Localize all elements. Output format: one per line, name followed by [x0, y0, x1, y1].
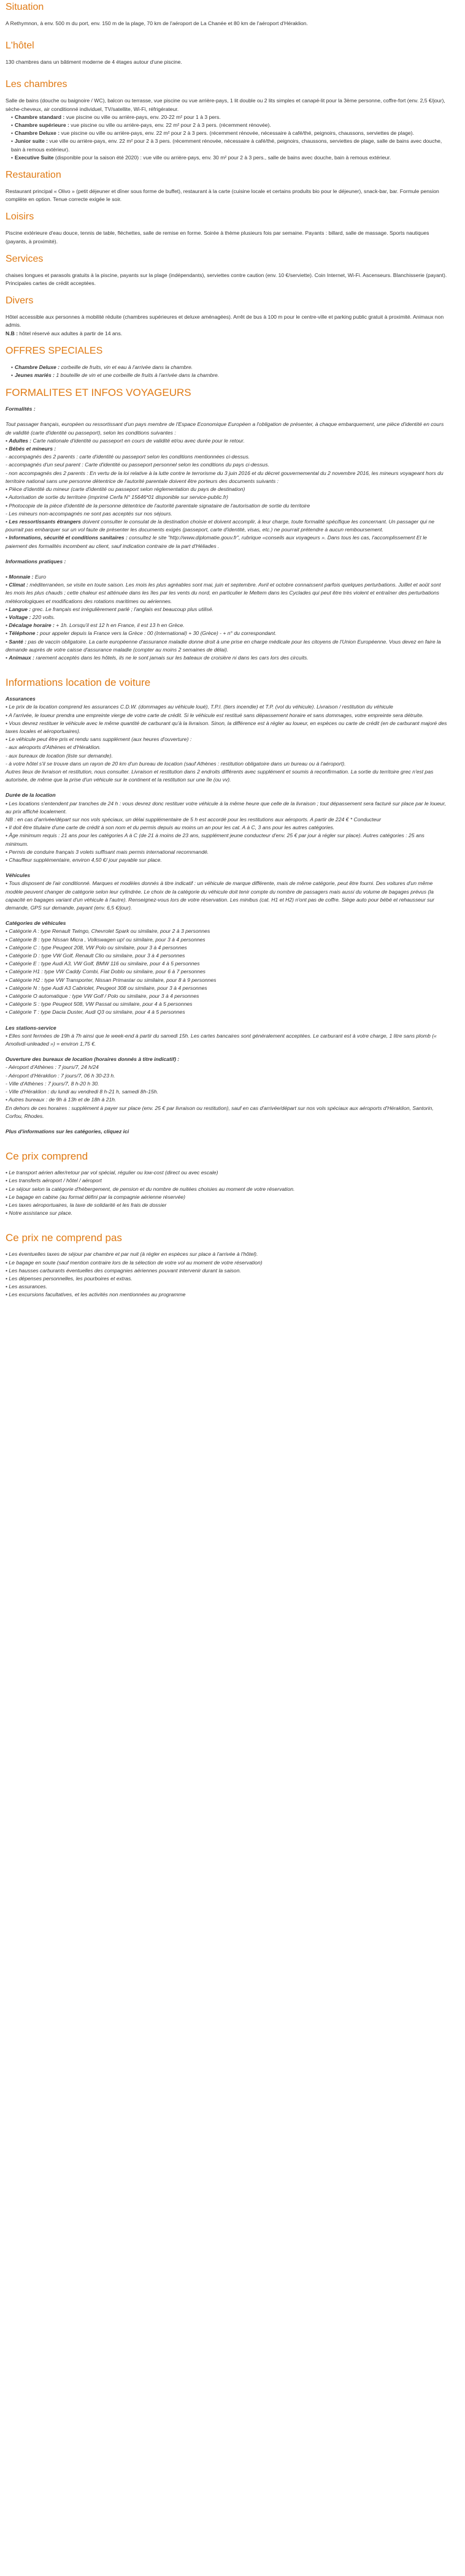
- section-services: [6, 253, 448, 287]
- section-title-formalites: FORMALITES ET INFOS VOYAGEURS: [6, 387, 191, 399]
- prix-non-comprend-item: • Les excursions facultatives, et les activités non mentionnées au programme: [6, 1291, 186, 1298]
- pratiques-label: Climat :: [9, 582, 28, 588]
- room-type-item: [11, 154, 448, 162]
- room-type-desc: (disponible pour la saison été 2020) : vue ville ou arrière-pays, env. 30 m² pour 2 à 3 pers., salle de bains avec douche, bain à remous extérieur.: [53, 154, 391, 161]
- duree-title: Durée de la location: [6, 792, 56, 799]
- section-formalites: [6, 387, 448, 662]
- pratiques-text: rarement acceptés dans les hôtels, ils ne le sont jamais sur les bateaux de croisière ni dans les cars lors des circuits.: [34, 654, 309, 661]
- formalites-bebes-line: - non accompagnés des 2 parents : En vertu de la loi relative à la lutte contre le terrorisme du 3 juin 2016 et du décret gouvernemental du 2 novembre 2016, les mineurs voyageant hors du territoire national sans une personne détentrice de l'autorité parentale doivent être porteurs des documents suivants :: [6, 469, 444, 484]
- hors-horaires-text: En dehors de ces horaires : supplément à payer sur place (env. 25 € par livraison ou restitution), sauf en cas d'arrivée/départ sur nos vols spéciaux aux aéroports d'Héraklion, Santorin, Corfou, Rhodes.: [6, 1104, 434, 1119]
- category-line: • Catégorie S : type Peugeot 508, VW Passat ou similaire, pour 4 à 5 personnes: [6, 1001, 193, 1008]
- formalites-bebes-label: Bébés et mineurs :: [9, 446, 56, 452]
- pratiques-list: [6, 573, 448, 662]
- room-type-desc: vue piscine ou ville ou arrière-pays, env. 22 m² pour 2 à 3 pers. (récemment rénovée).: [69, 122, 271, 129]
- section-divers: [6, 295, 448, 338]
- prix-comprend-item: • Notre assistance sur place.: [6, 1210, 73, 1217]
- assurances-line: - à votre hôtel s'il se trouve dans un rayon de 20 km d'un bureau de location (sauf Athènes : restitution obligatoire dans un bureau ou à l'aéroport).: [6, 760, 346, 767]
- loisirs-text: Piscine extérieure d'eau douce, tennis de table, fléchettes, salle de remise en forme. Soirée à thème plusieurs fois par semaine. Payants : billard, salle de massage. Sports nautiques (payants, à proximité).: [6, 230, 429, 245]
- offer-item: [11, 371, 448, 379]
- stations-text: • Elles sont fermées de 19h à 7h ainsi que le week-end à partir du samedi 15h. Les cartes bancaires sont généralement acceptées. Le carburant est à votre charge, 1 litre sans plomb (« Amolivdi-unleaded ») = environ 1,75 €.: [6, 1032, 437, 1047]
- section-title-loisirs: Loisirs: [6, 211, 34, 222]
- pratiques-text: pour appeler depuis la France vers la Grèce : 00 (International) + 30 (Grèce) - + n° du correspondant.: [38, 630, 277, 637]
- divers-note-text: hôtel réservé aux adultes à partir de 14 ans.: [18, 330, 123, 336]
- chambres-intro: Salle de bains (douche ou baignoire / WC), balcon ou terrasse, vue piscine ou vue arrière-pays, 1 lit double ou 2 lits simples et canapé-lit pour la 3ème personne, coffre-fort (env. 2,5 €/jour), sèche-cheveux, air conditionné individuel, TV/satellite, Wi-Fi, réfrigérateur.: [6, 97, 445, 112]
- section-title-divers: Divers: [6, 295, 34, 306]
- services-text: chaises longues et parasols gratuits à la piscine, payants sur la plage (indépendants), serviettes contre caution (env. 10 €/serviette). Coin Internet, Wi-Fi. Ascenseurs. Blanchisserie (payant). Principales cartes de crédit acceptées.: [6, 272, 447, 287]
- assurances-line: • Le prix de la location comprend les assurances C.D.W. (dommages au véhicule loué), T.P.I. (tiers incendie) et T.P. (vol du véhicule). Livraison / restitution du véhicule: [6, 704, 393, 710]
- room-type-label: Chambre supérieure :: [15, 122, 69, 129]
- vehicules-title: Véhicules: [6, 872, 31, 879]
- formalites-bebes: • Bébés et mineurs :: [6, 446, 56, 452]
- prix-comprend-item: • Le transport aérien aller/retour par vol spécial, régulier ou low-cost (direct ou avec escale): [6, 1169, 218, 1176]
- section-prix-non-comprend: [6, 1232, 448, 1299]
- room-type-label: Chambre Deluxe :: [15, 130, 60, 137]
- pratiques-label: Langue :: [9, 606, 31, 612]
- pratiques-item: • Voltage : 220 volts.: [6, 614, 55, 620]
- duree-line: NB : en cas d'arrivée/départ sur nos vols spéciaux, un délai supplémentaire de 5 h est accordé pour les restitutions aux aéroports. A partir de 224 € * Conducteur: [6, 816, 381, 823]
- pratiques-title: Informations pratiques :: [6, 558, 66, 564]
- section-title-restauration: Restauration: [6, 170, 61, 181]
- category-line: • Catégorie H1 : type VW Caddy Combi, Fiat Doblo ou similaire, pour 6 à 7 personnes: [6, 968, 206, 975]
- duree-line: • Chauffeur supplémentaire, environ 4,50 €/ jour payable sur place.: [6, 857, 162, 864]
- prix-non-comprend-list: [6, 1250, 448, 1299]
- pratiques-item: • Téléphone : pour appeler depuis la France vers la Grèce : 00 (International) + 30 (Grèce) - + n° du correspondant.: [6, 630, 277, 637]
- divers-note-label: N.B :: [6, 330, 18, 336]
- pratiques-item: • Climat : méditerranéen, se visite en toute saison. Les mois les plus agréables sont mai, juin et septembre. Avril et octobre connaissent parfois quelques perturbations. Juillet et août sont les mois les plus chauds ; cette chaleur est atténuée dans les îles par les vents du nord, en particulier le Meltem dans les Cyclades qui peut être très violent et entraîner des perturbations météorologiques et modifications des rotations maritimes ou aériennes.: [6, 582, 441, 604]
- assurances-line: • A l'arrivée, le loueur prendra une empreinte vierge de votre carte de crédit. Si le véhicule est restitué sans dépassement horaire et sans dommages, votre empreinte sera détruite.: [6, 712, 424, 718]
- ouverture-line: - Aéroport d'Athènes : 7 jours/7, 24 h/24: [6, 1064, 99, 1071]
- pratiques-item: • Décalage horaire : + 1h. Lorsqu'il est 12 h en France, il est 13 h en Grèce.: [6, 622, 185, 629]
- formalites-adultes-text: Carte nationale d'identité ou passeport en cours de validité et/ou avec durée pour le retour.: [31, 437, 245, 444]
- section-title-chambres: Les chambres: [6, 79, 67, 90]
- hotel-text: 130 chambres dans un bâtiment moderne de 4 étages autour d'une piscine.: [6, 59, 182, 66]
- formalites-ressortissants-text: doivent consulter le consulat de la destination choisie et doivent accomplir, à leur charge, toute formalité spécifique les concernant. Un passager qui ne pourrait pas embarquer sur un vol faute de présenter les documents exigés (passeport, carte d'identité, visas, etc.) ne pourrait prétendre à aucun remboursement.: [6, 518, 435, 533]
- formalites-infos-text: consultez le site "http://www.diplomatie.gouv.fr", rubrique «conseils aux voyageurs ». Dans tous les cas, l'accomplissement Et le paiement des formalités incombent au client, sauf indication contraire de la part d'Héliades .: [6, 534, 427, 549]
- ouverture-line: • Autres bureaux : de 9h à 13h et de 18h à 21h.: [6, 1096, 117, 1103]
- formalites-adultes: • Adultes : Carte nationale d'identité ou passeport en cours de validité et/ou avec durée pour le retour.: [6, 437, 245, 444]
- section-title-services: Services: [6, 253, 44, 264]
- pratiques-label: Voltage :: [9, 614, 31, 620]
- room-type-list: [6, 113, 448, 162]
- pratiques-label: Monnaie :: [9, 573, 34, 580]
- room-type-label: Junior suite :: [15, 138, 48, 145]
- ouverture-line: - Aéroport d'Héraklion : 7 jours/7, 06 h 30-23 h.: [6, 1072, 115, 1079]
- room-type-desc: vue piscine ou ville ou arrière-pays, env. 20-22 m² pour 1 à 3 pers.: [64, 113, 221, 120]
- prix-non-comprend-item: • Les hausses carburants éventuelles des compagnies aériennes pouvant intervenir durant la saison.: [6, 1267, 241, 1274]
- category-line: • Catégorie A : type Renault Twingo, Chevrolet Spark ou similaire, pour 2 à 3 personnes: [6, 928, 210, 935]
- prix-non-comprend-item: • Les éventuelles taxes de séjour par chambre et par nuit (à régler en espèces sur place à l'arrivée à l'hôtel).: [6, 1251, 258, 1258]
- section-chambres: [6, 78, 448, 162]
- pratiques-item: • Santé : pas de vaccin obligatoire. La carte européenne d'assurance maladie donne droit à une prise en charge médicale pour les citoyens de l'Union Européenne. Vous devez en faire la demande auprès de votre caisse d'assurance maladie (compter au moins 2 semaines de délai).: [6, 638, 441, 653]
- category-line: • Catégorie E : type Audi A3, VW Golf, BMW 116 ou similaire, pour 4 à 5 personnes: [6, 960, 200, 967]
- pratiques-text: + 1h. Lorsqu'il est 12 h en France, il est 13 h en Grèce.: [54, 622, 185, 629]
- offer-label: Chambre Deluxe :: [15, 363, 60, 370]
- pratiques-label: Santé :: [9, 638, 27, 645]
- room-type-label: Chambre standard :: [15, 113, 65, 120]
- assurances-title: Assurances: [6, 696, 36, 702]
- divers-note: [6, 330, 448, 338]
- pratiques-text: Euro: [33, 573, 47, 580]
- category-line: • Catégorie H2 : type VW Transporter, Nissan Primastar ou similaire, pour 8 à 9 personnes: [6, 976, 217, 983]
- section-title-prix-comprend: Ce prix comprend: [6, 1150, 88, 1163]
- assurances-line: • Le véhicule peut être pris et rendu sans supplément (aux heures d'ouverture) :: [6, 736, 192, 743]
- formalites-adultes-label: Adultes :: [9, 437, 32, 444]
- pratiques-item: • Monnaie : Euro: [6, 573, 47, 580]
- formalites-infos-label: Informations, sécurité et conditions sanitaires :: [9, 534, 128, 541]
- assurances-line: • Vous devrez restituer le véhicule avec le même quantité de carburant qu'à la livraison. Sinon, la différence est à régler au loueur, en espèces ou carte de crédit (en de carburant majoré des taxes locales et aéroportuaires).: [6, 720, 447, 734]
- section-loisirs: [6, 211, 448, 245]
- category-line: • Catégorie B : type Nissan Micra , Volkswagen up! ou similaire, pour 3 à 4 personnes: [6, 936, 206, 943]
- duree-line: • Les locations s'entendent par tranches de 24 h : vous devrez donc restituer votre véhicule à la même heure que celle de la livraison ; tout dépassement sera facturé sur place par le loueur, au prix affiché localement.: [6, 800, 446, 815]
- section-title-situation: Situation: [6, 2, 44, 12]
- prix-comprend-item: • Les transferts aéroport / hôtel / aéroport: [6, 1177, 102, 1184]
- formalites-bebes-line: - Les mineurs non-accompagnés ne sont pas acceptés sur nos séjours.: [6, 510, 172, 517]
- offer-label: Jeunes mariés :: [15, 372, 55, 379]
- category-line: • Catégorie T : type Dacia Duster, Audi Q3 ou similaire, pour 4 à 5 personnes: [6, 1009, 185, 1016]
- room-type-item: [11, 129, 448, 137]
- prix-non-comprend-item: • Les dépenses personnelles, les pourboires et extras.: [6, 1275, 133, 1282]
- section-title-hotel: L'hôtel: [6, 40, 34, 51]
- divers-text: Hôtel accessible aux personnes à mobilité réduite (chambres supérieures et deluxe aménagées). Arrêt de bus à 100 m pour le centre-ville et parking public gratuit à proximité. Animaux non admis.: [6, 314, 444, 329]
- section-title-offres: OFFRES SPECIALES: [6, 345, 103, 356]
- room-type-item: [11, 113, 448, 121]
- formalites-bebes-line: • Photocopie de la pièce d'identité de la personne détentrice de l'autorité parentale signataire de l'autorisation de sortie du territoire: [6, 502, 310, 509]
- formalites-bebes-line: • Autorisation de sortie du territoire (imprimé Cerfa N° 15646*01 disponible sur service-public.fr): [6, 494, 228, 501]
- category-line: • Catégorie O automatique : type VW Golf / Polo ou similaire, pour 3 à 4 personnes: [6, 993, 199, 1000]
- duree-line: • Permis de conduire français 3 volets suffisant mais permis international recommandé.: [6, 848, 209, 855]
- section-title-location: Informations location de voiture: [6, 677, 151, 689]
- prix-comprend-item: • Le séjour selon la catégorie d'hébergement, de pension et du nombre de nuitées choisies au moment de votre réservation.: [6, 1185, 295, 1192]
- prix-comprend-item: • Le bagage en cabine (au format défini par la compagnie aérienne réservée): [6, 1193, 185, 1200]
- ouverture-title: Ouverture des bureaux de location (horaires donnés à titre indicatif) :: [6, 1056, 180, 1063]
- restauration-text: Restaurant principal « Olivo » (petit déjeuner et dîner sous forme de buffet), restaurant à la carte (cuisine locale et certains produits bio pour le déjeuner), snack-bar, bar. Formule pension complète en option. Tenue correcte exigée le soir.: [6, 188, 439, 203]
- room-type-desc: vue piscine ou ville ou arrière-pays, env. 22 m² pour 2 à 3 pers. (récemment rénovée, nécessaire à café/thé, peignoirs, chaussons, serviettes de plage).: [60, 130, 414, 137]
- vehicules-text: • Tous disposent de l'air conditionné. Marques et modèles donnés à titre indicatif : un véhicule de marque différente, mais de même catégorie, peut être fourni. Des voitures d'un même modèle peuvent changer de catégorie selon leur cylindrée. Le choix de la catégorie du véhicule doit tenir compte du nombre de passagers mais aussi du volume de bagages prévus (la capacité en bagages variant d'un véhicule à l'autre). Renseignez-vous lors de votre réservation. Les minibus (cat. H1 et H2) n'ont pas de coffre. Siège auto pour bébé et rehausseur sur demande, GPS sur demande, payant (env. 6,5 €/jour).: [6, 880, 435, 911]
- room-type-desc: vue ville ou arrière-pays, env. 22 m² pour 2 à 3 pers. (récemment rénovée, nécessaire à café/thé, peignoirs, chaussons, serviettes de plage, salle de bains avec douche, bain à remous extérieur).: [11, 138, 442, 153]
- prix-non-comprend-item: • Les assurances.: [6, 1283, 47, 1290]
- location-body: [6, 695, 448, 1136]
- offer-desc: 1 bouteille de vin et une corbeille de fruits à l'arrivée dans la chambre.: [54, 372, 220, 379]
- formalites-ressortissants: • Les ressortissants étrangers doivent consulter le consulat de la destination choisie et doivent accomplir, à leur charge, toute formalité spécifique les concernant. Un passager qui ne pourrait pas embarquer sur un vol faute de présenter les documents exigés (passeport, carte d'identité, visas, etc.) ne pourrait prétendre à aucun remboursement.: [6, 518, 435, 533]
- section-title-prix-non-comprend: Ce prix ne comprend pas: [6, 1232, 122, 1244]
- pratiques-text: pas de vaccin obligatoire. La carte européenne d'assurance maladie donne droit à une prise en charge médicale pour les citoyens de l'Union Européenne. Vous devez en faire la demande auprès de votre caisse d'assurance maladie (compter au moins 2 semaines de délai).: [6, 638, 441, 653]
- room-type-label: Executive Suite: [15, 154, 54, 161]
- section-hotel: [6, 40, 448, 66]
- pratiques-text: 220 volts.: [31, 614, 55, 620]
- room-type-item: [11, 121, 448, 129]
- pratiques-text: méditerranéen, se visite en toute saison. Les mois les plus agréables sont mai, juin et septembre. Avril et octobre connaissent parfois quelques perturbations. Juillet et août sont les mois les plus chauds ; cette chaleur est atténuée dans les îles par les vents du nord, en particulier le Meltem dans les Cyclades qui peut être très violent et entraîner des perturbations météorologiques et modifications des rotations maritimes ou aériennes.: [6, 582, 441, 604]
- formalites-bebes-line: - accompagnés d'un seul parent : Carte d'identité ou passeport personnel selon les conditions du pays ci-dessus.: [6, 462, 269, 468]
- pratiques-label: Décalage horaire :: [9, 622, 55, 629]
- duree-line: • Il doit être titulaire d'une carte de crédit à son nom et du permis depuis au moins un an pour les cat. A à C, 3 ans pour les autres catégories.: [6, 824, 335, 831]
- pratiques-label: Animaux :: [9, 654, 34, 661]
- category-line: • Catégorie D : type VW Golf, Renault Clio ou similaire, pour 3 à 4 personnes: [6, 952, 185, 959]
- prix-comprend-item: • Les taxes aéroportuaires, la taxe de solidarité et les frais de dossier: [6, 1201, 167, 1208]
- formalites-intro: Tout passager français, européen ou ressortissant d'un pays membre de l'Espace Economique Européen a l'obligation de présenter, à chaque embarquement, une pièce d'identité en cours de validité (carte d'identité ou passeport), selon les conditions suivantes :: [6, 421, 444, 436]
- section-location: [6, 677, 448, 1136]
- offer-desc: corbeille de fruits, vin et eau à l'arrivée dans la chambre.: [60, 363, 193, 370]
- plus-info-link[interactable]: Plus d'informations sur les catégories, cliquez ici: [6, 1128, 129, 1134]
- categories-title: Catégories de véhicules: [6, 920, 66, 927]
- pratiques-item: • Langue : grec. Le français est irrégulièrement parlé ; l'anglais est beaucoup plus utilisé.: [6, 606, 214, 612]
- pratiques-item: • Animaux : rarement acceptés dans les hôtels, ils ne le sont jamais sur les bateaux de croisière ni dans les cars lors des circuits.: [6, 654, 309, 661]
- offer-item: [11, 363, 448, 371]
- pratiques-label: Téléphone :: [9, 630, 39, 637]
- formalites-body: [6, 420, 448, 550]
- room-type-item: [11, 137, 448, 153]
- offer-list: [6, 363, 448, 379]
- assurances-line: - aux bureaux de location (liste sur demande).: [6, 752, 113, 759]
- stations-title: Les stations-service: [6, 1024, 56, 1031]
- prix-comprend-list: [6, 1169, 448, 1217]
- formalites-ressortissants-label: Les ressortissants étrangers: [9, 518, 81, 525]
- formalites-infos: • Informations, sécurité et conditions sanitaires : consultez le site "http://www.diplomatie.gouv.fr", rubrique «conseils aux voyageurs ». Dans tous les cas, l'accomplissement Et le paiement des formalités incombent au client, sauf indication contraire de la part d'Héliades .: [6, 534, 427, 549]
- formalites-bebes-line: - accompagnés des 2 parents : carte d'identité ou passeport selon les conditions mentionnées ci-dessus.: [6, 454, 250, 460]
- section-situation: [6, 1, 448, 28]
- section-prix-comprend: [6, 1150, 448, 1217]
- assurances-line: Autres lieux de livraison et restitution, nous consulter. Livraison et restitution dans 2 endroits différents avec supplément et soumis à reconfirmation. La sortie du territoire grec n'est pas autorisée, de même que la prise d'un véhicule sur le continent et la restitution sur une île (ou vv).: [6, 768, 434, 783]
- duree-line: • Âge minimum requis : 21 ans pour les catégories A à C (de 21 à moins de 23 ans, supplément jeune conducteur d'env. 25 € par jour à régler sur place). Autres catégories : 25 ans minimum.: [6, 832, 425, 847]
- ouverture-line: - Ville d'Athènes : 7 jours/7, 8 h-20 h 30.: [6, 1080, 99, 1087]
- situation-text: A Rethymnon, à env. 500 m du port, env. 150 m de la plage, 70 km de l'aéroport de La Chanée et 80 km de l'aéroport d'Héraklion.: [6, 20, 308, 26]
- category-line: • Catégorie C : type Peugeot 208, VW Polo ou similaire, pour 3 à 4 personnes: [6, 944, 187, 951]
- category-line: • Catégorie N : type Audi A3 Cabriolet, Peugeot 308 ou similaire, pour 3 à 4 personnes: [6, 984, 207, 991]
- formalites-subtitle: Formalités :: [6, 406, 36, 412]
- section-offres: [6, 345, 448, 379]
- ouverture-line: - Ville d'Héraklion : du lundi au vendredi 8 h-21 h, samedi 8h-15h.: [6, 1089, 158, 1095]
- assurances-line: - aux aéroports d'Athènes et d'Héraklion.: [6, 744, 101, 751]
- section-restauration: [6, 169, 448, 203]
- pratiques-text: grec. Le français est irrégulièrement parlé ; l'anglais est beaucoup plus utilisé.: [31, 606, 214, 612]
- formalites-bebes-line: • Pièce d'identité du mineur (carte d'identité ou passeport selon réglementation du pays de destination): [6, 486, 245, 493]
- page-content: [0, 0, 454, 1305]
- prix-non-comprend-item: • Le bagage en soute (sauf mention contraire lors de la sélection de votre vol au moment de votre réservation): [6, 1259, 263, 1266]
